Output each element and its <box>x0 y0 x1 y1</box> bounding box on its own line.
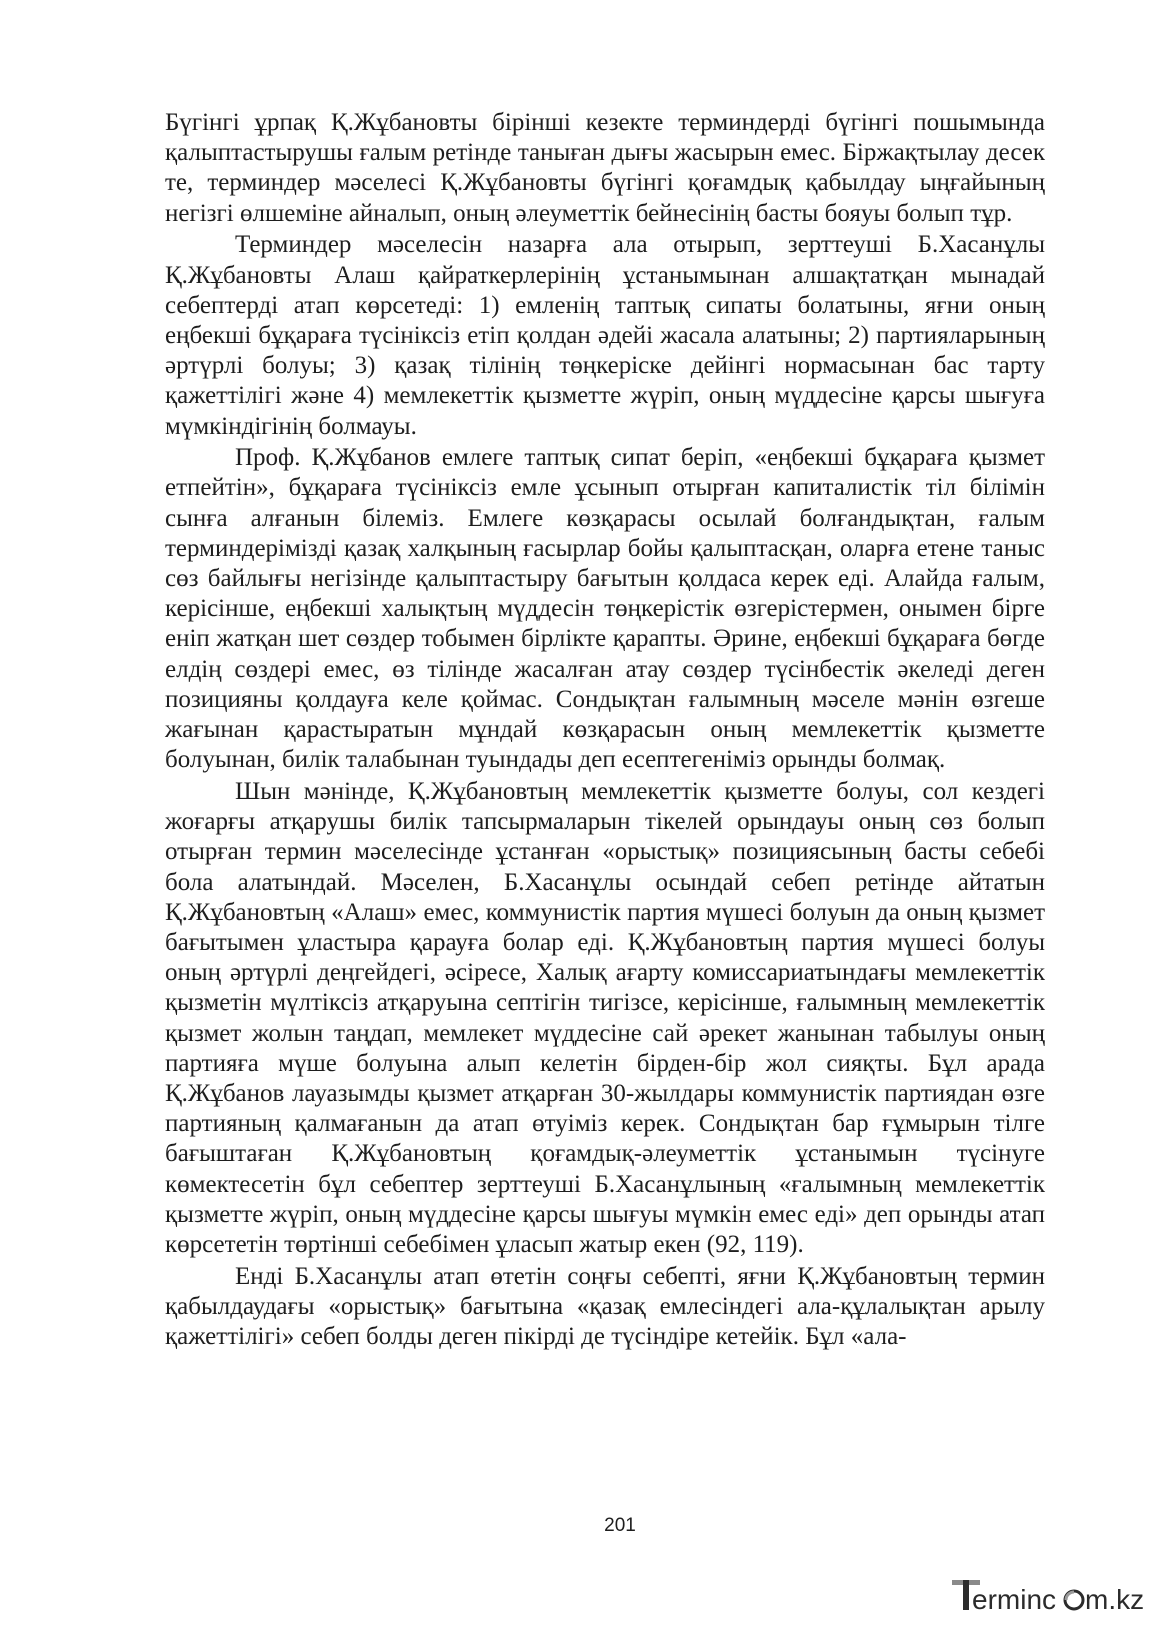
watermark-logo-icon <box>948 1574 1148 1618</box>
termincom-watermark-logo <box>948 1574 1148 1618</box>
watermark-text-tail: m.kz <box>1085 1584 1145 1615</box>
paragraph-3: Проф. Қ.Жұбанов емлеге таптық сипат беріп, «еңбекші бұқараға қызмет етпейтін», бұқараға түсініксіз емле ұсынып отырған капиталистік тіл білімін сынға алғанын білеміз. Емлеге көзқарасы осылай болғандықтан, ғалым терминдерімізді қазақ халқының ғасырлар бойы қалыптасқан, оларға етене таныс сөз байлығы негізінде қалыптастыру бағытын қолдаса керек еді. Алайда ғалым, керісінше, еңбекші халықтың мүддесін төңкерістік өзгерістермен, онымен бірге еніп жатқан шет сөздер тобымен бірлікте қарапты. Әрине, еңбекші бұқараға бөгде елдің сөздері емес, өз тілінде жасалған атау сөздер түсінбестік әкеледі деген позицияны қолдауға келе қоймас. Сондықтан ғалымның мәселе мәнін өзгеше жағынан қарастыратын мұндай көзқарасын оның мемлекеттік қызметте болуынан, билік талабынан туындады деп есептегеніміз орынды болмақ. <box>165 444 1045 774</box>
page-number: 201 <box>604 1515 636 1536</box>
paragraph-1: Бүгінгі ұрпақ Қ.Жұбановты бірінші кезекте терминдерді бүгінгі пошымында қалыптастырушы ғалым ретінде таныған дығы жасырын емес. Біржақтылау десек те, терминдер мәселесі Қ.Жұбановты бүгінгі қоғамдық қабылдау ыңғайының негізгі өлшеміне айналып, оның әлеуметтік бейнесінің басты бояуы болып тұр. <box>165 109 1045 227</box>
paragraph-2: Терминдер мәселесін назарға ала отырып, зерттеуші Б.Хасанұлы Қ.Жұбановты Алаш қайраткерлерінің ұстанымынан алшақтатқан мынадай себептерді атап көрсетеді: 1) емленің таптық сипаты болатыны, яғни оның еңбекші бұқараға түсініксіз етіп қолдан әдейі жасала алатыны; 2) партияларының әртүрлі болуы; 3) қазақ тілінің төңкеріске дейінгі нормасынан бас тарту қажеттілігі және 4) мемлекеттік қызметте жүріп, оның мүддесіне қарсы шығуға мүмкіндігінің болмауы. <box>165 231 1045 440</box>
paragraph-4: Шын мәнінде, Қ.Жұбановтың мемлекеттік қызметте болуы, сол кездегі жоғарғы атқарушы билік тапсырмаларын тікелей орындауы оның сөз болып отырған термин мәселесінде ұстанған «орыстық» позициясының басты себебі бола алатындай. Мәселен, Б.Хасанұлы осындай себеп ретінде айтатын Қ.Жұбановтың «Алаш» емес, коммунистік партия мүшесі болуын да оның қызмет бағытымен ұластыра қарауға болар еді. Қ.Жұбановтың партия мүшесі болуы оның әртүрлі деңгейдегі, әсіресе, Халық ағарту комиссариатындағы мемлекеттік қызметін мүлтіксіз атқаруына септігін тигізсе, керісінше, ғалымның мемлекеттік қызмет жолын таңдап, мемлекет мүддесіне сай әрекет жанынан табылуы оның партияға мүше болуына алып келетін бірден-бір жол сияқты. Бұл арада Қ.Жұбанов лауазымды қызмет атқарған 30-жылдары коммунистік партиядан өзге партияның қалмағанын да атап өтуіміз керек. Сондықтан бар ғұмырын тілге бағыштаған Қ.Жұбановтың қоғамдық-әлеуметтік ұстанымын түсінуге көмектесетін бұл себептер зерттеуші Б.Хасанұлының «ғалымның мемлекеттік қызметте жүріп, оның мүддесіне қарсы шығуы мүмкін емес еді» деп орынды атап көрсететін төртінші себебімен ұласып жатыр екен (92, 119). <box>165 777 1045 1259</box>
body-text <box>165 108 1045 1354</box>
watermark-text-erminc: erminc <box>972 1584 1057 1615</box>
paragraph-5: Енді Б.Хасанұлы атап өтетін соңғы себепті, яғни Қ.Жұбановтың термин қабылдаудағы «орыстық» бағытына «қазақ емлесіндегі ала-құлалықтан арылу қажеттілігі» себеп болды деген пікірді де түсіндіре кетейік. Бұл «ала- <box>165 1262 1045 1351</box>
